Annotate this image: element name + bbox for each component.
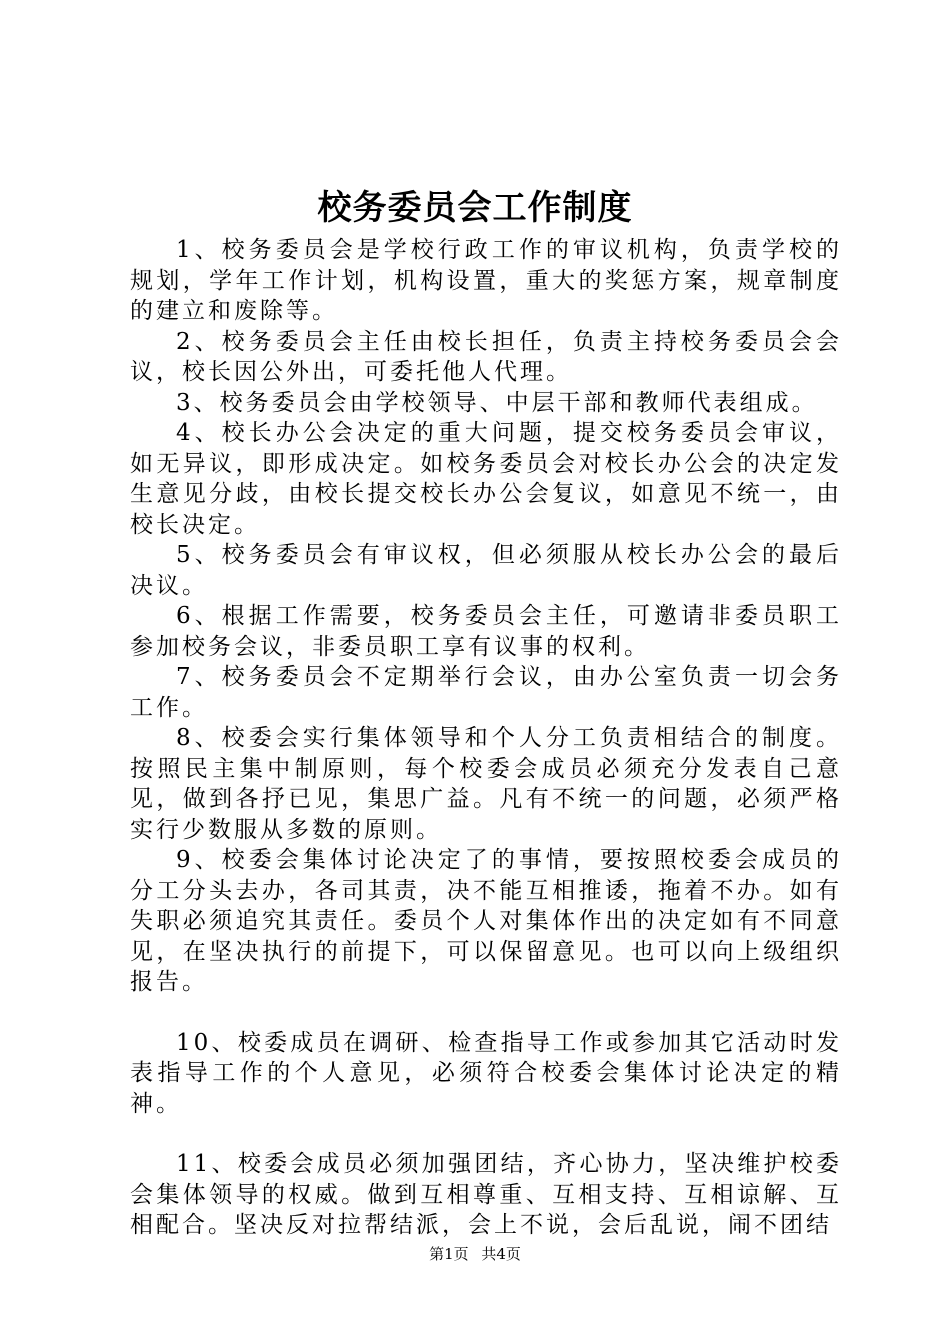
paragraph-4: 4、校长办公会决定的重大问题，提交校务委员会审议，如无异议，即形成决定。如校务委员会对校长办公会的决定发生意见分歧，由校长提交校长办公会复议，如意见不统一，由校长决定。	[130, 420, 842, 538]
page-number: 第1页	[429, 1245, 469, 1263]
paragraph-11: 11、校委会成员必须加强团结，齐心协力，坚决维护校委会集体领导的权威。做到互相尊重、互相支持、互相谅解、互相配合。坚决反对拉帮结派，会上不说，会后乱说，闹不团结	[130, 1151, 842, 1238]
paragraph-10: 10、校委成员在调研、检查指导工作或参加其它活动时发表指导工作的个人意见，必须符合校委会集体讨论决定的精神。	[130, 1029, 842, 1117]
paragraph-5: 5、校务委员会有审议权，但必须服从校长办公会的最后决议。	[130, 542, 842, 599]
paragraph-7: 7、校务委员会不定期举行会议，由办公室负责一切会务工作。	[130, 664, 842, 721]
document-body	[130, 235, 842, 1241]
paragraph-3: 3、校务委员会由学校领导、中层干部和教师代表组成。	[176, 389, 818, 416]
paragraph-1: 1、校务委员会是学校行政工作的审议机构，负责学校的规划，学年工作计划，机构设置，重大的奖惩方案，规章制度的建立和废除等。	[130, 237, 842, 324]
paragraph-8: 8、校委会实行集体领导和个人分工负责相结合的制度。按照民主集中制原则，每个校委会成员必须充分发表自己意见，做到各抒已见，集思广益。凡有不统一的问题，必须严格实行少数服从多数的原则。	[130, 725, 842, 843]
page-total: 共4页	[481, 1245, 521, 1263]
page-footer	[0, 1243, 950, 1265]
paragraph-9: 9、校委会集体讨论决定了的事情，要按照校委会成员的分工分头去办，各司其责，决不能互相推诿，拖着不办。如有失职必须追究其责任。委员个人对集体作出的决定如有不同意见，在坚决执行的前提下，可以保留意见。也可以向上级组织报告。	[130, 847, 842, 995]
paragraph-2: 2、校务委员会主任由校长担任，负责主持校务委员会会议，校长因公外出，可委托他人代理。	[130, 328, 842, 385]
paragraph-6: 6、根据工作需要，校务委员会主任，可邀请非委员职工参加校务会议，非委员职工享有议事的权利。	[130, 603, 842, 660]
document-title: 校务委员会工作制度	[317, 188, 633, 228]
